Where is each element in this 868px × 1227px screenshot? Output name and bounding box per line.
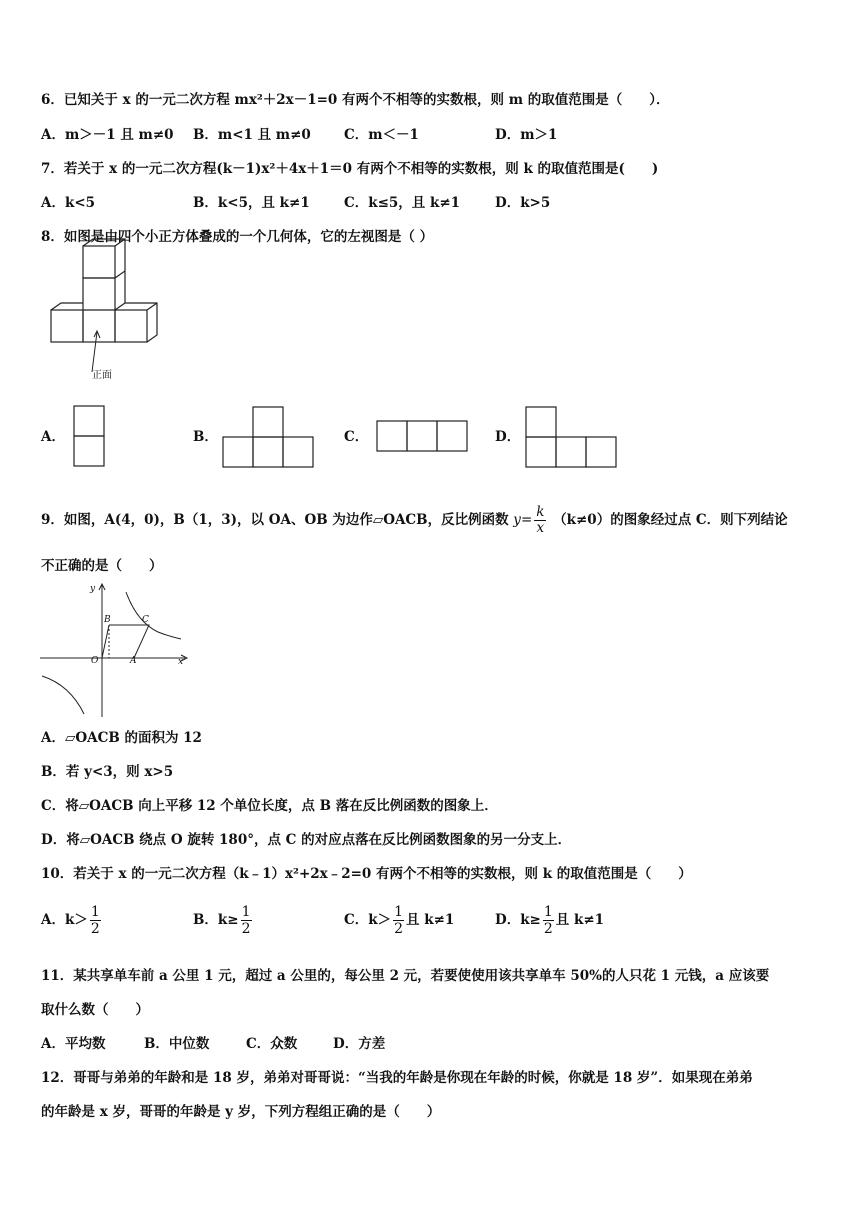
- q10-option-a[interactable]: [41, 904, 103, 937]
- q9-func-y: y: [513, 512, 521, 528]
- q8-option-a-figure[interactable]: [73, 405, 105, 467]
- q9-func-fraction: [534, 505, 546, 536]
- q9-func-eq: =: [520, 512, 533, 528]
- q10-c-num: 1: [394, 904, 404, 920]
- q7-option-d[interactable]: D．k>5: [495, 195, 551, 211]
- q10-option-c-label: C．k＞: [344, 912, 392, 928]
- q9-option-b[interactable]: B．若 y<3，则 x>5: [41, 764, 174, 780]
- q9-graph: [40, 582, 195, 722]
- q6-option-c[interactable]: C．m＜－1: [344, 127, 419, 143]
- q8-front-label: 正面: [92, 370, 112, 381]
- q9-stem-b: （k≠0）的图象经过点 C．则下列结论: [553, 512, 788, 528]
- q11-stem-line2: 取什么数（ ）: [41, 1002, 149, 1018]
- q10-d-num: 1: [543, 904, 553, 920]
- q10-option-b-label: B．k≥: [193, 912, 239, 928]
- q9-option-a[interactable]: A．▱OACB 的面积为 12: [41, 730, 202, 746]
- q10-option-d-fraction: [543, 904, 554, 937]
- q8-option-c[interactable]: C．: [344, 429, 369, 445]
- q8-option-c-figure[interactable]: [376, 420, 468, 452]
- q8-option-a[interactable]: A．: [41, 429, 65, 445]
- q9-graph-a-label: A: [130, 656, 137, 666]
- q11-option-a[interactable]: A．平均数: [41, 1036, 106, 1052]
- q10-d-den: 2: [543, 921, 553, 937]
- q12-stem-line1: 12．哥哥与弟弟的年龄和是 18 岁，弟弟对哥哥说：“当我的年龄是你现在年龄的时候，你就是 18 岁”．如果现在弟弟: [41, 1070, 753, 1086]
- q9-func-den: x: [536, 520, 545, 536]
- q9-stem-line1: [41, 505, 788, 536]
- q10-option-a-label: A．k＞: [41, 912, 88, 928]
- q8-option-b[interactable]: B．: [193, 429, 218, 445]
- q10-c-den: 2: [394, 921, 404, 937]
- q9-option-c[interactable]: C．将▱OACB 向上平移 12 个单位长度，点 B 落在反比例函数的图象上．: [41, 798, 498, 814]
- q11-option-d[interactable]: D．方差: [333, 1036, 386, 1052]
- q7-option-a[interactable]: A．k<5: [41, 195, 96, 211]
- q8-option-d-figure[interactable]: [525, 406, 617, 468]
- q8-option-d[interactable]: D．: [495, 429, 521, 445]
- q10-option-b-fraction: [241, 904, 252, 937]
- q12-stem-line2: 的年龄是 x 岁，哥哥的年龄是 y 岁，下列方程组正确的是（ ）: [41, 1104, 441, 1120]
- q6-option-d[interactable]: D．m＞1: [495, 127, 558, 143]
- q7-option-b[interactable]: B．k<5，且 k≠1: [193, 195, 310, 211]
- q10-a-den: 2: [90, 921, 100, 937]
- q9-graph-o-label: O: [91, 656, 99, 666]
- q9-func-num: k: [536, 504, 545, 520]
- q10-b-den: 2: [241, 921, 251, 937]
- q10-option-d-tail: 且 k≠1: [555, 912, 605, 928]
- q10-option-c-fraction: [393, 904, 404, 937]
- q10-option-a-fraction: [90, 904, 101, 937]
- q8-solid-figure: [45, 236, 175, 386]
- q9-graph-x-label: x: [178, 657, 184, 667]
- q9-stem-c: 不正确的是（ ）: [41, 558, 163, 574]
- q10-option-b[interactable]: [193, 904, 254, 937]
- q10-option-c[interactable]: [344, 904, 454, 937]
- q10-b-num: 1: [241, 904, 251, 920]
- q10-a-num: 1: [90, 904, 100, 920]
- q11-option-c[interactable]: C．众数: [246, 1036, 298, 1052]
- q7-option-c[interactable]: C．k≤5，且 k≠1: [344, 195, 461, 211]
- q9-graph-y-label: y: [90, 584, 96, 594]
- q11-option-b[interactable]: B．中位数: [144, 1036, 210, 1052]
- q10-stem: 10．若关于 x 的一元二次方程（k﹣1）x²+2x﹣2=0 有两个不相等的实数根，则 k 的取值范围是（ ）: [41, 866, 692, 882]
- q6-option-b[interactable]: B．m<1 且 m≠0: [193, 127, 311, 143]
- q9-stem-a: 9．如图，A(4，0)，B（1，3)，以 OA、OB 为边作▱OACB，反比例函数: [41, 512, 509, 528]
- q6-option-a[interactable]: A．m＞－1 且 m≠0: [41, 127, 174, 143]
- q10-option-d-label: D．k≥: [495, 912, 541, 928]
- q8-stem: 8．如图是由四个小正方体叠成的一个几何体，它的左视图是（ ）: [41, 229, 434, 245]
- q8-option-b-figure[interactable]: [222, 406, 314, 468]
- q9-graph-c-label: C: [142, 615, 149, 625]
- q7-stem: 7．若关于 x 的一元二次方程(k－1)x²＋4x＋1＝0 有两个不相等的实数根，则 k 的取值范围是( ): [41, 161, 659, 177]
- q10-option-c-tail: 且 k≠1: [406, 912, 455, 928]
- q6-stem: 6．已知关于 x 的一元二次方程 mx²＋2x－1=0 有两个不相等的实数根，则 m 的取值范围是（ ）．: [41, 92, 670, 108]
- q9-option-d[interactable]: D．将▱OACB 绕点 O 旋转 180°，点 C 的对应点落在反比例函数图象的另一分支上．: [41, 832, 572, 848]
- q11-stem-line1: 11．某共享单车前 a 公里 1 元，超过 a 公里的，每公里 2 元，若要使使用该共享单车 50%的人只花 1 元钱，a 应该要: [41, 968, 770, 984]
- q10-option-d[interactable]: [495, 904, 604, 937]
- q9-graph-b-label: B: [104, 615, 111, 625]
